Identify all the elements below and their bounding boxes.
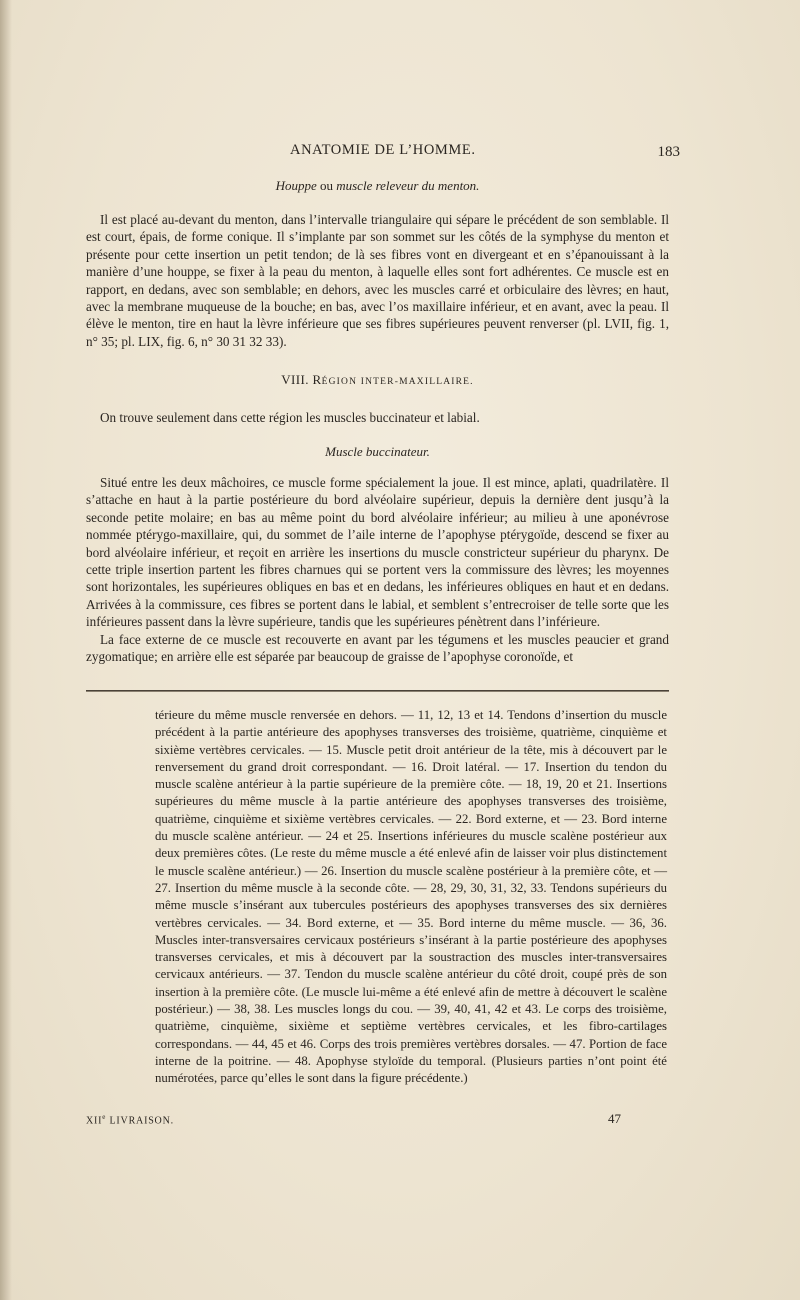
section-title-part2: ou (316, 178, 337, 193)
page-header (80, 140, 680, 164)
paragraphs-buccinateur (86, 474, 669, 665)
livraison-numeral: XII (86, 1115, 103, 1127)
plate-legend-footnote: térieure du même muscle renversée en dehors. — 11, 12, 13 et 14. Tendons d’insertion du muscle précédent à la partie antérieure des apophyses transverses des troisième, quatrième, cinquième et sixième vertèbres cervicales. — 15. Muscle petit droit antérieur de la tête, mis à découvert par le renversement du grand droit correspondant. — 16. Droit latéral. — 17. Insertion du tendon du muscle scalène antérieur à la partie supérieure de la première côte. — 18, 19, 20 et 21. Insertions supérieures du même muscle à la partie antérieure des apophyses transverses des troisième, quatrième, cinquième et sixième vertèbres cervicales. — 22. Bord externe, et — 23. Bord interne du muscle scalène antérieur. — 24 et 25. Insertions inférieures du muscle scalène postérieur aux deux premières côtes. (Le reste du même muscle a été enlevé afin de laisser voir plus distinctement le muscle scalène antérieur.) — 26. Insertion du muscle scalène postérieur à la première côte, et — 27. Insertion du même muscle à la seconde côte. — 28, 29, 30, 31, 32, 33. Tendons supérieurs du même muscle s’insérant aux tubercules postérieurs des apophyses transverses des six dernières vertèbres cervicales. — 34. Bord externe, et — 35. Bord interne du même muscle. — 36, 36. Muscles inter-transversaires cervicaux postérieurs s’insérant à la partie postérieure des apophyses transverses cervicales, et mis à découvert par la soustraction des muscles inter-transversaires cervicaux antérieurs. — 37. Tendon du muscle scalène antérieur du côté droit, coupé près de son insertion à la première côte. (Le muscle lui-même a été enlevé afin de mettre à découvert le scalène postérieur.) — 38, 38. Les muscles longs du cou. — 39, 40, 41, 42 et 43. Le corps des troisième, quatrième, cinquième, sixième et septième vertèbres cervicales, et les fibro-cartilages correspondans. — 44, 45 et 46. Corps des trois premières vertèbres dorsales. — 47. Portion de face interne de la poitrine. — 48. Apophyse styloïde du temporal. (Plusieurs parties n’ont point été numérotées, parce qu’elles le sont dans la figure précédente.) (155, 708, 667, 1086)
paragraph-houppe (86, 211, 669, 350)
section-title-part3: muscle releveur du menton. (336, 178, 480, 193)
footnote-divider (86, 690, 669, 692)
region-title (86, 372, 669, 388)
region-numeral: VIII. (281, 372, 309, 387)
paragraph-text: Il est placé au-devant du menton, dans l’intervalle triangulaire qui sépare le précédent de son semblable. Il est court, épais, de forme conique. Il s’implante par son sommet sur les côtés de la symphyse du menton et présente pour cette insertion un petit tendon; de là ses fibres vont en divergeant et en s’épanouissant à la manière d’une houppe, se fixer à la peau du menton, à laquelle elles sont fort adhérentes. Ce muscle est en rapport, en dedans, avec son semblable; en dehors, avec les muscles carré et orbiculaire des lèvres; en haut, avec la membrane muqueuse de la bouche; en bas, avec l’os maxillaire inférieur, et en avant, avec la peau. Il élève le menton, tire en haut la lèvre inférieure que ses fibres supérieures peuvent renverser (pl. LVII, fig. 1, n° 35; pl. LIX, fig. 6, n° 30 31 32 33). (86, 212, 669, 349)
signature-mark: 47 (608, 1111, 621, 1126)
region-intro-text: On trouve seulement dans cette région les muscles buccinateur et labial. (100, 410, 480, 425)
page-number: 183 (657, 144, 680, 160)
region-intro (86, 409, 669, 426)
livraison-word: LIVRAISON. (106, 1115, 174, 1127)
paragraph-buccinateur-1: Situé entre les deux mâchoires, ce muscle forme spécialement la joue. Il est mince, aplati, quadrilatère. Il s’attache en haut à la partie postérieure du bord alvéolaire supérieur, depuis la dernière dent jusqu’à la seconde petite molaire; en bas au même point du bord alvéolaire inférieur; au milieu à une aponévrose nommée ptérygo-maxillaire, qui, du sommet de l’aile interne de l’apophyse ptérygoïde, descend se fixer au bord alvéolaire inférieur, et reçoit en arrière les insertions du muscle constricteur supérieur du pharynx. De cette triple insertion partent les fibres charnues qui se portent vers la commissure des lèvres; les moyennes sont horizontales, les supérieures obliques en bas et en dedans, les inférieures obliques en haut et en dedans. Arrivées à la commissure, ces fibres se portent dans le labial, et semblent s’entrecroiser de telle sorte que les inférieures passent dans la lèvre supérieure, tandis que les supérieures pénètrent dans l’inférieure. (86, 475, 669, 630)
running-title: ANATOMIE DE L’HOMME. (290, 142, 476, 158)
page-gutter-shadow (0, 0, 12, 1300)
paragraph-buccinateur-2: La face externe de ce muscle est recouverte en avant par les tégumens et les muscles peaucier et grand zygomatique; en arrière elle est séparée par beaucoup de graisse de l’apophyse coronoïde, et (86, 631, 669, 665)
section-title-houppe (86, 178, 669, 194)
section-title-buccinateur: Muscle buccinateur. (325, 444, 430, 459)
livraison-label (86, 1113, 174, 1126)
region-first-letter: R (312, 372, 322, 387)
section-title-part1: Houppe (275, 178, 317, 193)
livraison-superscript: e (102, 1113, 107, 1121)
region-name: ÉGION INTER-MAXILLAIRE. (321, 377, 474, 387)
